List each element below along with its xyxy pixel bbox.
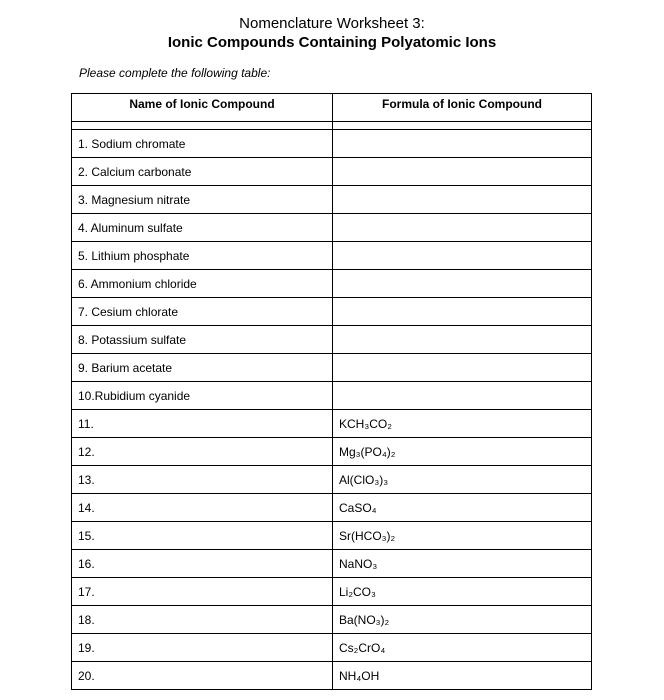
compound-name-cell: 13. (72, 466, 333, 494)
compound-name-cell: 1. Sodium chromate (72, 130, 333, 158)
compound-name-cell: 11. (72, 410, 333, 438)
table-row (72, 130, 592, 158)
compound-name-cell: 7. Cesium chlorate (72, 298, 333, 326)
table-row (72, 662, 592, 690)
compound-name-cell: 5. Lithium phosphate (72, 242, 333, 270)
compound-formula-cell[interactable]: CaSO₄ (333, 494, 592, 522)
compound-formula-cell[interactable] (333, 354, 592, 382)
compound-formula-cell[interactable] (333, 158, 592, 186)
compound-name-cell: 9. Barium acetate (72, 354, 333, 382)
table-row (72, 550, 592, 578)
table-row (72, 298, 592, 326)
compound-formula-cell[interactable]: NH₄OH (333, 662, 592, 690)
table-row (72, 578, 592, 606)
compound-formula-cell[interactable]: KCH₃CO₂ (333, 410, 592, 438)
table-row (72, 606, 592, 634)
table-row (72, 634, 592, 662)
compound-name-cell: 10.Rubidium cyanide (72, 382, 333, 410)
column-header-formula: Formula of Ionic Compound (333, 94, 592, 122)
table-row (72, 494, 592, 522)
compound-name-cell: 4. Aluminum sulfate (72, 214, 333, 242)
column-header-name: Name of Ionic Compound (72, 94, 333, 122)
table-row (72, 522, 592, 550)
table-row (72, 410, 592, 438)
table-row (72, 242, 592, 270)
table-row (72, 270, 592, 298)
worksheet-subtitle: Ionic Compounds Containing Polyatomic Ions (167, 34, 497, 51)
table-row (72, 186, 592, 214)
compound-name-cell: 19. (72, 634, 333, 662)
compound-name-cell: 2. Calcium carbonate (72, 158, 333, 186)
table-row (72, 158, 592, 186)
compound-name-cell: 18. (72, 606, 333, 634)
compound-name-cell: 8. Potassium sulfate (72, 326, 333, 354)
table-row (72, 382, 592, 410)
compound-formula-cell[interactable] (333, 270, 592, 298)
compound-name-cell: 12. (72, 438, 333, 466)
table-body (72, 122, 592, 690)
table-row (72, 326, 592, 354)
instructions-text: Please complete the following table: (79, 66, 271, 80)
compound-formula-cell[interactable]: Li₂CO₃ (333, 578, 592, 606)
compound-name-cell: 15. (72, 522, 333, 550)
worksheet-title: Nomenclature Worksheet 3: (239, 15, 425, 32)
compound-formula-cell[interactable]: NaNO₃ (333, 550, 592, 578)
table-row (72, 466, 592, 494)
compound-formula-cell[interactable] (333, 326, 592, 354)
compound-formula-cell[interactable]: Sr(HCO₃)₂ (333, 522, 592, 550)
compound-formula-cell[interactable]: Cs₂CrO₄ (333, 634, 592, 662)
table-row (72, 354, 592, 382)
table-header-row (72, 94, 592, 122)
compound-formula-cell[interactable] (333, 130, 592, 158)
compound-formula-cell[interactable] (333, 382, 592, 410)
compound-name-cell: 17. (72, 578, 333, 606)
compound-name-cell: 6. Ammonium chloride (72, 270, 333, 298)
compound-name-cell: 14. (72, 494, 333, 522)
table-row (72, 438, 592, 466)
compound-name-cell: 16. (72, 550, 333, 578)
compound-formula-cell[interactable] (333, 242, 592, 270)
header-gap-row (72, 122, 592, 130)
compound-formula-cell[interactable]: Mg₃(PO₄)₂ (333, 438, 592, 466)
compound-formula-cell[interactable] (333, 298, 592, 326)
nomenclature-table (71, 93, 592, 690)
worksheet-header (0, 14, 664, 52)
compound-formula-cell[interactable] (333, 186, 592, 214)
compound-name-cell: 20. (72, 662, 333, 690)
compound-formula-cell[interactable]: Ba(NO₃)₂ (333, 606, 592, 634)
compound-formula-cell[interactable] (333, 214, 592, 242)
table-row (72, 214, 592, 242)
compound-formula-cell[interactable]: Al(ClO₃)₃ (333, 466, 592, 494)
compound-name-cell: 3. Magnesium nitrate (72, 186, 333, 214)
